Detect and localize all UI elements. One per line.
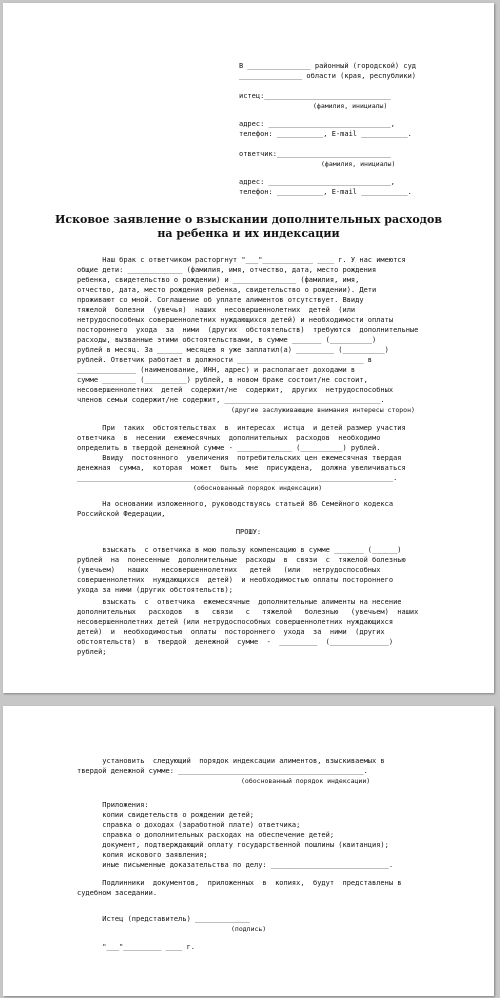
attachment-item: справка о доходах (заработной плате) ответчика; <box>77 821 301 829</box>
paragraph-1-line: рублей. Ответчик работает в должности ______________________________ в <box>77 356 373 364</box>
request-2-line: обстоятельств) в твердой денежной сумме - _________ (______________) <box>77 638 394 646</box>
request-1-line: рублей на понесенные дополнительные расходы в связи с тяжелой болезнью <box>77 556 406 564</box>
paragraph-1-line: нетрудоспособных совершеннолетних нуждающихся детей) и необходимости оплаты <box>77 316 394 324</box>
paragraph-2-line: ___________________________________________________________________________. <box>77 474 398 482</box>
request-3-caption: (обоснованный порядок индексации) <box>241 777 371 785</box>
paragraph-2-line: ответчика в несении ежемесячных дополнительных расходов необходимо <box>77 434 381 442</box>
document-title-line-2: на ребенка и их индексации <box>157 227 340 240</box>
request-3-line: установить следующий порядок индексации алиментов, взыскиваемых в <box>77 757 385 765</box>
paragraph-1-line: рублей в месяц. За ______ месяцев я уже заплатил(а) _________ (__________) <box>77 346 389 354</box>
document-page-2 <box>3 706 494 996</box>
paragraph-1-line: несовершеннолетних детей содержит/не содержит, других нетрудоспособных <box>77 386 394 394</box>
attachment-item: копии свидетельств о рождении детей; <box>77 811 255 819</box>
paragraph-2-line: При таких обстоятельствах в интересах истца и детей размер участия <box>77 424 406 432</box>
paragraph-1-line: тяжелой болезни (увечья) наших несовершеннолетних детей (или <box>77 306 356 314</box>
paragraph-3-line: Российской Федерации, <box>77 510 166 518</box>
defendant-line: ответчик:___________________________ <box>239 150 391 158</box>
paragraph-1-line: общие дети: _____________ (фамилия, имя, отчество, дата, место рождения <box>77 266 377 274</box>
paragraph-2-line: денежная сумма, которая может быть мне присуждена, должна увеличиваться <box>77 464 406 472</box>
paragraph-3-line: На основании изложенного, руководствуясь статьей 86 Семейного кодекса <box>77 500 394 508</box>
plaintiff-phone: телефон: ___________, E-mail ___________. <box>239 130 412 138</box>
request-1-line: (увечьем) наших несовершеннолетних детей (или нетрудоспособных <box>77 566 381 574</box>
plaintiff-line: истец:______________________________ <box>239 92 391 100</box>
paragraph-1-line: расходы, вызванные этими обстоятельствами, в сумме _______ (__________) <box>77 336 377 344</box>
defendant-address: адрес: _____________________________, <box>239 178 395 186</box>
request-3-line: твердой денежной сумме: ____________________________________________. <box>77 767 368 775</box>
plaintiff-address: адрес: _____________________________, <box>239 120 395 128</box>
request-2-line: несовершеннолетних детей (или нетрудоспособных совершеннолетних нуждающихся <box>77 618 394 626</box>
paragraph-2-line: определить в твердой денежной сумме - _____________ (__________) рублей. <box>77 444 381 452</box>
attachment-item: копия искового заявления; <box>77 851 208 859</box>
defendant-caption: (фамилия, инициалы) <box>321 160 396 168</box>
defendant-phone: телефон: ___________, E-mail ___________. <box>239 188 412 196</box>
document-title-line-1: Исковое заявление о взыскании дополнительных расходов <box>55 213 442 226</box>
paragraph-2-line: Ввиду постоянного увеличения потребительских цен ежемесячная твердая <box>77 454 402 462</box>
attachment-item: иные письменные доказательства по делу: ____________________________. <box>77 861 394 869</box>
request-1-line: совершеннолетних нуждающихся детей) и необходимостью оплаты постороннего <box>77 576 394 584</box>
request-heading: ПРОШУ: <box>235 528 262 536</box>
attachment-item: документ, подтверждающий оплату государственной пошлины (квитанция); <box>77 841 389 849</box>
paragraph-1-line: сумме ________ (__________) рублей, в новом браке состоит/не состоит, <box>77 376 368 384</box>
paragraph-2-caption: (обоснованный порядок индексации) <box>193 484 323 492</box>
request-2-line: рублей; <box>77 648 107 656</box>
court-line-1: В _______________ районный (городской) суд <box>239 62 417 70</box>
date-line: "___"_________ ____ г. <box>77 943 196 951</box>
signature-line: Истец (представитель) _____________ <box>77 915 250 923</box>
paragraph-1-line: постороннего ухода за ними (других обстоятельств) требуются дополнительные <box>77 326 419 334</box>
attachment-item: справка о дополнительных расходах на обеспечение детей; <box>77 831 335 839</box>
paragraph-1-line: Наш брак с ответчиком расторгнут "___"____________ ____ г. У нас имеются <box>77 256 406 264</box>
plaintiff-caption: (фамилия, инициалы) <box>313 102 388 110</box>
request-1-line: ухода за ними (других обстоятельств); <box>77 586 233 594</box>
attachments-heading: Приложения: <box>77 801 149 809</box>
request-1-line: взыскать с ответчика в мою пользу компенсацию в сумме _______ (______) <box>77 546 402 554</box>
request-2-line: дополнительных расходов в связи с тяжелой болезнью (увечьем) наших <box>77 608 419 616</box>
document-page-1 <box>3 3 494 693</box>
originals-line: судебном заседании. <box>77 889 158 897</box>
paragraph-1-caption: (другие заслуживающие внимания интересы сторон) <box>231 406 415 414</box>
court-line-2: _______________ области (края, республики) <box>239 72 417 80</box>
signature-caption: (подпись) <box>231 925 267 933</box>
request-2-line: детей) и необходимостью оплаты постороннего ухода за ними (других <box>77 628 385 636</box>
paragraph-1-line: ребенка, свидетельство о рождении) и _______________ (фамилия, имя, <box>77 276 360 284</box>
paragraph-1-line: отчество, дата, место рождения ребенка, свидетельство о рождении). Дети <box>77 286 377 294</box>
originals-line: Подлинники документов, приложенных в копиях, будут представлены в <box>77 879 402 887</box>
request-2-line: взыскать с ответчика ежемесячные дополнительные алименты на несение <box>77 598 402 606</box>
paragraph-1-line: членов семьи содержит/не содержит, _____________________________________. <box>77 396 385 404</box>
paragraph-1-line: проживают со мной. Соглашение об уплате алиментов отсутствует. Ввиду <box>77 296 364 304</box>
paragraph-1-line: ______________ (наименование, ИНН, адрес) и располагает доходами в <box>77 366 356 374</box>
